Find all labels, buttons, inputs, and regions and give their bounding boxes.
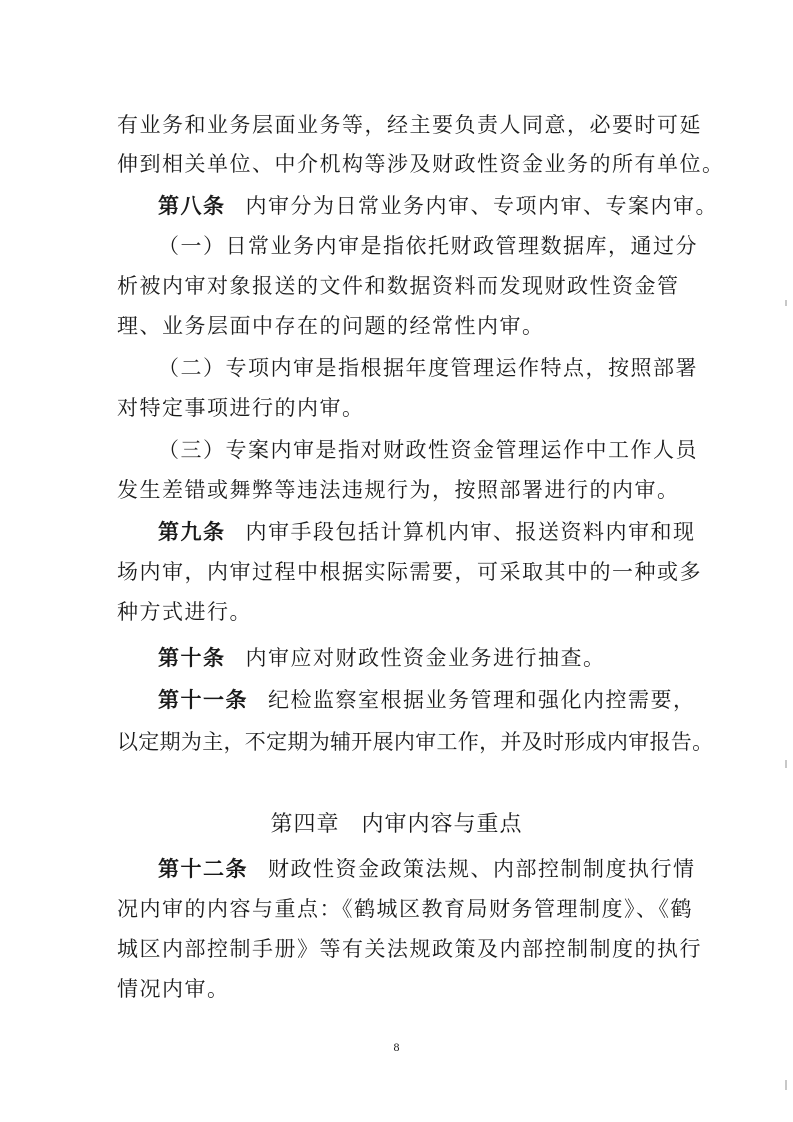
article-11 (158, 686, 696, 714)
article-text: 内审手段包括计算机内审、报送资料内审和现 (245, 520, 696, 544)
article-label: 第九条 (158, 519, 226, 544)
scan-artifact (785, 1080, 787, 1090)
text-line: （三）专案内审是指对财政性资金管理运作中工作人员 (158, 438, 698, 462)
text-line: 对特定事项进行的内审。 (117, 396, 365, 420)
text-line: 场内审，内审过程中根据实际需要，可采取其中的一种或多 (117, 560, 702, 584)
text-line: 城区内部控制手册》等有关法规政策及内部控制制度的执行 (117, 937, 702, 961)
article-8 (158, 192, 718, 220)
article-label: 第十条 (158, 645, 226, 670)
text-line: （二）专项内审是指根据年度管理运作特点，按照部署 (158, 356, 698, 380)
article-text: 内审分为日常业务内审、专项内审、专案内审。 (245, 194, 718, 218)
article-text: 财政性资金政策法规、内部控制制度执行情 (268, 857, 696, 881)
text-line: 析被内审对象报送的文件和数据资料而发现财政性资金管 (117, 274, 680, 298)
text-line: 伸到相关单位、中介机构等涉及财政性资金业务的所有单位。 (117, 152, 725, 176)
article-text: 纪检监察室根据业务管理和强化内控需要， (268, 688, 696, 712)
chapter-number: 第四章 (270, 812, 340, 837)
article-10 (158, 644, 606, 672)
text-line: （一）日常业务内审是指依托财政管理数据库，通过分 (158, 234, 698, 258)
article-12 (158, 855, 696, 883)
text-line: 有业务和业务层面业务等，经主要负责人同意，必要时可延 (117, 113, 702, 137)
text-line: 以定期为主，不定期为辅开展内审工作，并及时形成内审报告。 (117, 730, 714, 754)
article-9 (158, 518, 696, 546)
chapter-heading (0, 811, 793, 839)
article-label: 第十一条 (158, 687, 248, 712)
article-text: 内审应对财政性资金业务进行抽查。 (245, 646, 606, 670)
text-line: 发生差错或舞弊等违法违规行为，按照部署进行的内审。 (117, 478, 680, 502)
scan-artifact (785, 300, 787, 306)
page-number: 8 (393, 1040, 400, 1054)
article-label: 第十二条 (158, 856, 248, 881)
text-line: 况内审的内容与重点：《鹤城区教育局财务管理制度》、《鹤 (117, 897, 693, 921)
text-line: 理、业务层面中存在的问题的经常性内审。 (117, 314, 545, 338)
article-label: 第八条 (158, 193, 226, 218)
text-line: 种方式进行。 (117, 600, 252, 624)
text-line: 情况内审。 (117, 977, 230, 1001)
scan-artifact (785, 760, 787, 768)
chapter-title: 内审内容与重点 (361, 812, 523, 837)
